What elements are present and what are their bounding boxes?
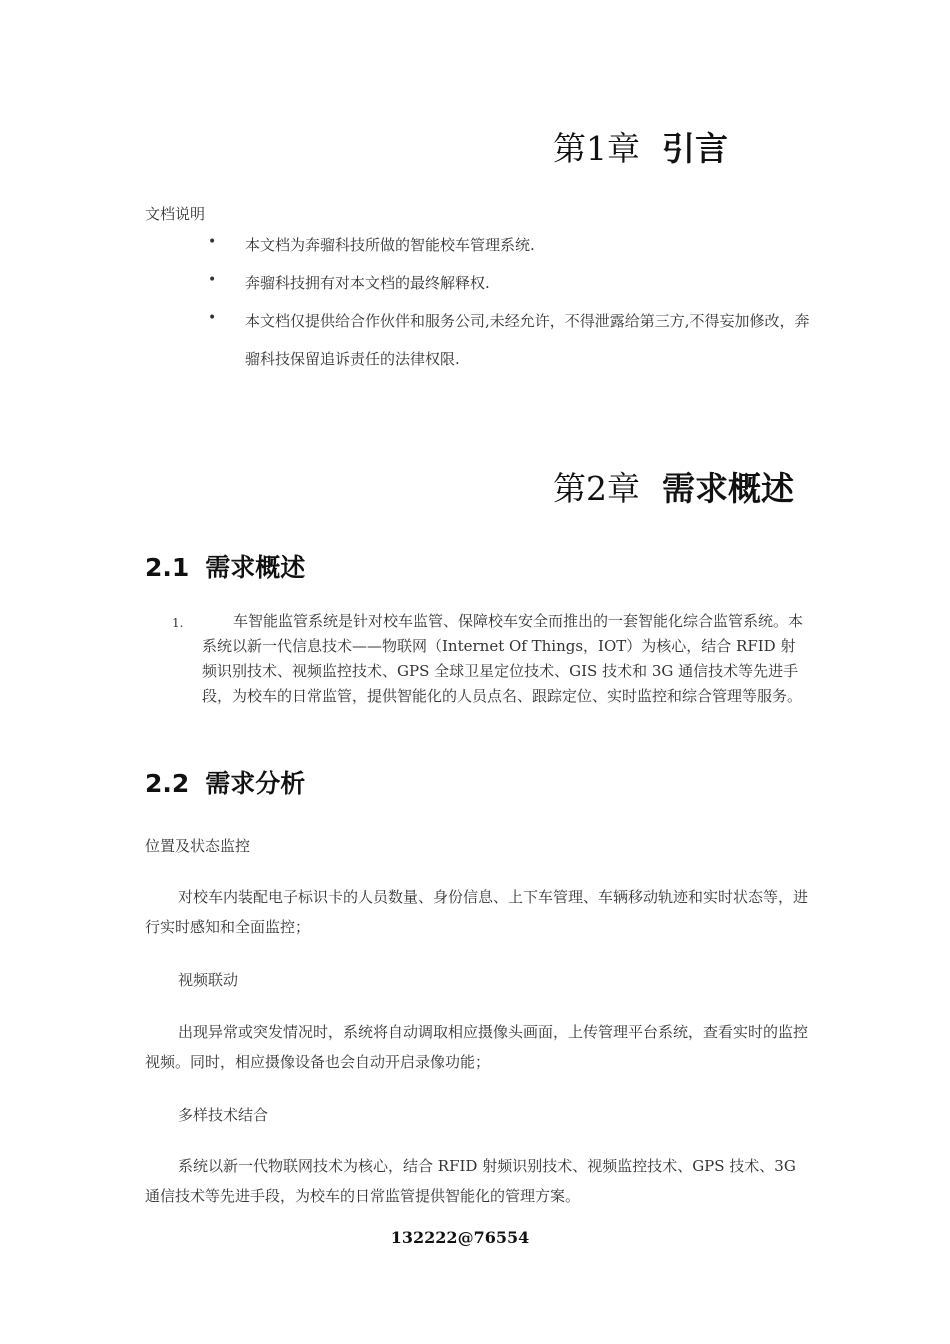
section-2-2-heading [145,764,305,800]
section-2-2-title: 需求分析 [205,769,306,798]
numbered-item-marker: 1. [172,616,184,630]
chapter-1-heading [553,123,728,170]
paragraph-video-linkage: 出现异常或突发情况时，系统将自动调取相应摄像头画面，上传管理平台系统，查看实时的监控视频。同时，相应摄像设备也会自动开启录像功能； [145,1023,809,1071]
bullet-dot: • [208,234,217,250]
doc-note-heading: 文档说明 [145,205,206,223]
bullet-dot: • [208,272,217,288]
subheading-tech-combination: 多样技术结合 [178,1106,269,1124]
chapter-1-title: 引言 [662,129,728,168]
chapter-1-number: 第1章 [553,129,640,168]
section-2-1-paragraph: 车智能监管系统是针对校车监管、保障校车安全而推出的一套智能化综合监管系统。本系统以新一代信息技术——物联网（Internet Of Things，IOT）为核心，结合 RFID 射频识别技术、视频监控技术、GPS 全球卫星定位技术、GIS 技术和 3G 通信技术等先进手段，为校车的日常监管，提供智能化的人员点名、跟踪定位、实时监控和综合管理等服务。 [202,612,804,705]
bullet-item-1: 本文档为奔骝科技所做的智能校车管理系统. [245,236,535,254]
chapter-2-number: 第2章 [553,469,640,508]
section-2-1-title: 需求概述 [205,553,306,582]
section-2-2-number: 2.2 [145,769,190,798]
page-footer: 132222@76554 [390,1228,530,1247]
section-2-1-heading [145,548,305,584]
paragraph-position-monitoring: 对校车内装配电子标识卡的人员数量、身份信息、上下车管理、车辆移动轨迹和实时状态等，进行实时感知和全面监控； [145,888,809,936]
subheading-video-linkage: 视频联动 [178,971,239,989]
chapter-2-heading [553,463,794,510]
chapter-2-title: 需求概述 [662,469,794,508]
section-2-1-number: 2.1 [145,553,190,582]
subheading-position-monitoring: 位置及状态监控 [145,837,251,855]
paragraph-tech-combination: 系统以新一代物联网技术为核心，结合 RFID 射频识别技术、视频监控技术、GPS 技术、3G 通信技术等先进手段，为校车的日常监管提供智能化的管理方案。 [145,1157,796,1205]
bullet-dot: • [208,310,217,326]
bullet-item-2: 奔骝科技拥有对本文档的最终解释权. [245,274,490,292]
bullet-item-3: 本文档仅提供给合作伙伴和服务公司,未经允许，不得泄露给第三方,不得妄加修改，奔骝科技保留追诉责任的法律权限. [245,312,810,368]
